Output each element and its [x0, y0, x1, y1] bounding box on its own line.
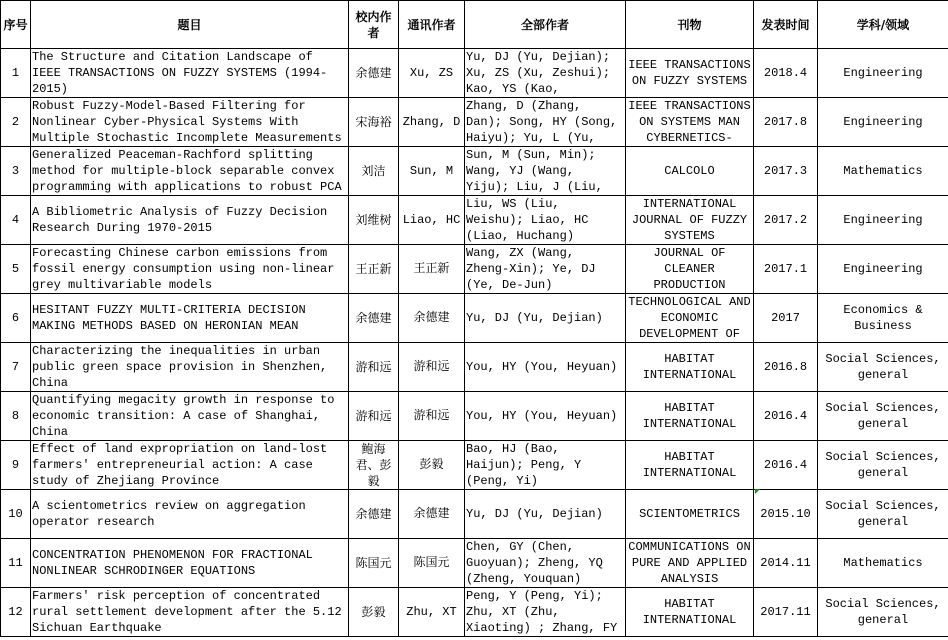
cell-internal-author-text: 彭毅: [361, 605, 386, 619]
cell-all-authors-text: Sun, M (Sun, Min); Wang, YJ (Wang, Yiju); Liu, J (Liu,: [466, 148, 603, 194]
cell-all-authors[interactable]: [465, 98, 626, 147]
cell-all-authors[interactable]: [465, 245, 626, 294]
cell-internal-author[interactable]: [349, 343, 399, 392]
table-row: [1, 196, 948, 245]
cell-corresponding-author-text: 游和远: [413, 360, 450, 374]
cell-internal-author[interactable]: [349, 196, 399, 245]
cell-no[interactable]: [1, 539, 31, 588]
cell-internal-author[interactable]: [349, 147, 399, 196]
cell-date[interactable]: [754, 196, 818, 245]
cell-all-authors[interactable]: [465, 343, 626, 392]
table-row: [1, 539, 948, 588]
cell-no-text: 7: [11, 360, 20, 374]
cell-journal[interactable]: [626, 49, 754, 98]
cell-corresponding-author[interactable]: [399, 98, 465, 147]
cell-no[interactable]: [1, 490, 31, 539]
header-no[interactable]: 序号: [1, 1, 31, 49]
cell-no-text: 10: [8, 507, 23, 521]
cell-all-authors-text: You, HY (You, Heyuan): [466, 409, 618, 423]
cell-no[interactable]: [1, 294, 31, 343]
cell-internal-author-text: 刘洁: [361, 164, 386, 178]
cell-journal[interactable]: [626, 196, 754, 245]
table-row: [1, 147, 948, 196]
cell-corresponding-author-text: Liao, HC: [402, 213, 461, 227]
cell-internal-author-text: 陈国元: [355, 556, 392, 570]
cell-field-text: Economics & Business: [843, 303, 923, 333]
cell-date-text: 2015.10: [760, 507, 811, 521]
cell-no[interactable]: [1, 588, 31, 637]
cell-title-text: CONCENTRATION PHENOMENON FOR FRACTIONAL NONLINEAR SCHRODINGER EQUATIONS: [32, 548, 313, 578]
cell-internal-author[interactable]: [349, 490, 399, 539]
cell-field-text: Social Sciences, general: [825, 450, 941, 480]
cell-internal-author-text: 余德建: [355, 66, 392, 80]
cell-field-text: Social Sciences, general: [825, 597, 941, 627]
cell-journal[interactable]: [626, 490, 754, 539]
cell-no[interactable]: [1, 441, 31, 490]
cell-all-authors[interactable]: [465, 49, 626, 98]
cell-corresponding-author[interactable]: [399, 245, 465, 294]
cell-date[interactable]: [754, 490, 818, 539]
cell-all-authors-text: Zhang, D (Zhang, Dan); Song, HY (Song, Haiyu); Yu, L (Yu,: [466, 99, 618, 145]
cell-title-text: Quantifying megacity growth in response to economic transition: A case of Shanghai, China: [32, 393, 335, 439]
cell-no-text: 6: [11, 311, 20, 325]
cell-field[interactable]: [818, 392, 948, 441]
cell-field-text: Social Sciences, general: [825, 352, 941, 382]
cell-date[interactable]: [754, 98, 818, 147]
header-internal-author[interactable]: 校内作者: [349, 1, 399, 49]
cell-title[interactable]: [31, 245, 349, 294]
cell-journal-text: HABITAT INTERNATIONAL: [642, 401, 737, 431]
cell-internal-author[interactable]: [349, 98, 399, 147]
cell-field[interactable]: [818, 441, 948, 490]
cell-all-authors[interactable]: [465, 147, 626, 196]
cell-title-text: A scientometrics review on aggregation operator research: [32, 499, 306, 529]
cell-all-authors[interactable]: [465, 392, 626, 441]
cell-corresponding-author-text: Zhang, D: [402, 115, 461, 129]
cell-field[interactable]: [818, 196, 948, 245]
cell-journal[interactable]: [626, 245, 754, 294]
cell-corresponding-author-text: 陈国元: [413, 556, 450, 570]
cell-no-text: 2: [11, 115, 20, 129]
cell-date-text: 2017.11: [760, 605, 811, 619]
cell-no[interactable]: [1, 196, 31, 245]
cell-internal-author-text: 余德建: [355, 311, 392, 325]
cell-all-authors-text: Bao, HJ (Bao, Haijun); Peng, Y (Peng, Yi): [466, 442, 582, 488]
cell-title-text: Farmers' risk perception of concentrated rural settlement development after the 5.12 Sichuan Earthquake: [32, 589, 342, 635]
cell-all-authors-text: Yu, DJ (Yu, Dejian): [466, 507, 603, 521]
header-row: [1, 1, 948, 49]
cell-title[interactable]: [31, 147, 349, 196]
cell-corresponding-author[interactable]: [399, 196, 465, 245]
table-row: [1, 343, 948, 392]
cell-title[interactable]: [31, 196, 349, 245]
cell-journal-text: HABITAT INTERNATIONAL: [642, 597, 737, 627]
cell-field[interactable]: [818, 245, 948, 294]
table-row: [1, 98, 948, 147]
cell-date[interactable]: [754, 392, 818, 441]
cell-corresponding-author-text: Xu, ZS: [409, 66, 454, 80]
cell-journal-text: JOURNAL OF CLEANER PRODUCTION: [653, 246, 726, 292]
cell-journal-text: SCIENTOMETRICS: [639, 507, 740, 521]
cell-internal-author-text: 刘维树: [355, 213, 392, 227]
cell-title-text: Effect of land expropriation on land-lost farmers' entrepreneurial action: A case study of Zhejiang Province: [32, 442, 328, 488]
table-row: [1, 490, 948, 539]
cell-journal[interactable]: [626, 539, 754, 588]
cell-title[interactable]: [31, 441, 349, 490]
cell-internal-author-text: 游和远: [355, 409, 392, 423]
cell-internal-author[interactable]: [349, 49, 399, 98]
cell-title[interactable]: [31, 392, 349, 441]
cell-corresponding-author-text: 彭毅: [419, 458, 444, 472]
cell-journal[interactable]: [626, 392, 754, 441]
cell-title-text: Robust Fuzzy-Model-Based Filtering for Nonlinear Cyber-Physical Systems With Multiple Stochastic Incomplete Measurements: [32, 99, 342, 145]
cell-all-authors[interactable]: [465, 196, 626, 245]
cell-all-authors-text: Yu, DJ (Yu, Dejian): [466, 311, 603, 325]
cell-corresponding-author[interactable]: [399, 490, 465, 539]
cell-internal-author[interactable]: [349, 588, 399, 637]
cell-corresponding-author[interactable]: [399, 49, 465, 98]
header-date[interactable]: 发表时间: [754, 1, 818, 49]
cell-title[interactable]: [31, 343, 349, 392]
cell-title[interactable]: [31, 539, 349, 588]
cell-field-text: Engineering: [843, 66, 923, 80]
header-field[interactable]: 学科/领域: [818, 1, 948, 49]
cell-field-text: Engineering: [843, 262, 923, 276]
cell-corresponding-author-text: Sun, M: [409, 164, 454, 178]
cell-field[interactable]: [818, 98, 948, 147]
header-title[interactable]: 题目: [31, 1, 349, 49]
cell-date[interactable]: [754, 147, 818, 196]
cell-field-text: Mathematics: [843, 164, 923, 178]
cell-no-text: 8: [11, 409, 20, 423]
cell-field-text: Social Sciences, general: [825, 401, 941, 431]
cell-all-authors[interactable]: [465, 539, 626, 588]
cell-no-text: 3: [11, 164, 20, 178]
cell-title-text: The Structure and Citation Landscape of IEEE TRANSACTIONS ON FUZZY SYSTEMS (1994-2015): [32, 50, 328, 96]
cell-title-text: Forecasting Chinese carbon emissions from fossil energy consumption using non-linear grey multivariable models: [32, 246, 335, 292]
cell-no-text: 9: [11, 458, 20, 472]
cell-all-authors[interactable]: [465, 441, 626, 490]
cell-no-text: 11: [8, 556, 23, 570]
cell-title-text: A Bibliometric Analysis of Fuzzy Decision Research During 1970-2015: [32, 205, 328, 235]
cell-corresponding-author-text: 游和远: [413, 409, 450, 423]
cell-title-text: HESITANT FUZZY MULTI-CRITERIA DECISION MAKING METHODS BASED ON HERONIAN MEAN: [32, 303, 306, 333]
cell-no[interactable]: [1, 147, 31, 196]
cell-field-text: Engineering: [843, 213, 923, 227]
cell-field[interactable]: [818, 294, 948, 343]
cell-date-text: 2016.8: [763, 360, 808, 374]
cell-title-text: Generalized Peaceman-Rachford splitting method for multiple-block separable convex programming with applications to robust PCA: [32, 148, 342, 194]
cell-all-authors-text: Wang, ZX (Wang, Zheng-Xin); Ye, DJ (Ye, De-Jun): [466, 246, 596, 292]
cell-corresponding-author[interactable]: [399, 294, 465, 343]
cell-date-text: 2017.2: [763, 213, 808, 227]
cell-internal-author-text: 游和远: [355, 360, 392, 374]
cell-date-text: 2016.4: [763, 409, 808, 423]
cell-field-text: Social Sciences, general: [825, 499, 941, 529]
cell-date[interactable]: [754, 343, 818, 392]
cell-corresponding-author-text: Zhu, XT: [406, 605, 457, 619]
cell-all-authors-text: Liu, WS (Liu, Weishu); Liao, HC (Liao, Huchang): [466, 197, 589, 243]
cell-journal[interactable]: [626, 294, 754, 343]
cell-corresponding-author[interactable]: [399, 343, 465, 392]
cell-field[interactable]: [818, 588, 948, 637]
cell-field[interactable]: [818, 147, 948, 196]
cell-all-authors-text: Chen, GY (Chen, Guoyuan); Zheng, YQ (Zheng, Youquan): [466, 540, 603, 586]
cell-date[interactable]: [754, 49, 818, 98]
cell-journal-text: HABITAT INTERNATIONAL: [642, 450, 737, 480]
cell-no[interactable]: [1, 245, 31, 294]
cell-corresponding-author-text: 余德建: [413, 311, 450, 325]
table-row: [1, 392, 948, 441]
cell-no-text: 12: [8, 605, 23, 619]
cell-no-text: 4: [11, 213, 20, 227]
cell-internal-author[interactable]: [349, 441, 399, 490]
cell-internal-author[interactable]: [349, 392, 399, 441]
cell-no[interactable]: [1, 392, 31, 441]
cell-date[interactable]: [754, 588, 818, 637]
table-row: [1, 294, 948, 343]
cell-title-text: Characterizing the inequalities in urban public green space provision in Shenzhen, China: [32, 344, 328, 390]
table-row: [1, 588, 948, 637]
cell-date-text: 2014.11: [760, 556, 811, 570]
cell-internal-author-text: 余德建: [355, 507, 392, 521]
cell-journal[interactable]: [626, 98, 754, 147]
cell-date-text: 2017.1: [763, 262, 808, 276]
header-journal[interactable]: 刊物: [626, 1, 754, 49]
cell-date[interactable]: [754, 294, 818, 343]
cell-no-text: 5: [11, 262, 20, 276]
cell-journal-text: INTERNATIONAL JOURNAL OF FUZZY SYSTEMS: [631, 197, 748, 243]
cell-journal-text: COMMUNICATIONS ON PURE AND APPLIED ANALYSIS: [628, 540, 751, 586]
cell-journal-text: TECHNOLOGICAL AND ECONOMIC DEVELOPMENT OF: [628, 295, 751, 341]
cell-corresponding-author[interactable]: [399, 392, 465, 441]
cell-corresponding-author-text: 余德建: [413, 507, 450, 521]
cell-corresponding-author-text: 王正新: [413, 262, 450, 276]
cell-field-text: Mathematics: [843, 556, 923, 570]
cell-journal[interactable]: [626, 588, 754, 637]
cell-field[interactable]: [818, 490, 948, 539]
cell-date[interactable]: [754, 245, 818, 294]
cell-journal[interactable]: [626, 441, 754, 490]
cell-corresponding-author[interactable]: [399, 147, 465, 196]
cell-all-authors[interactable]: [465, 588, 626, 637]
cell-journal-text: HABITAT INTERNATIONAL: [642, 352, 737, 382]
cell-date-text: 2016.4: [763, 458, 808, 472]
cell-title[interactable]: [31, 49, 349, 98]
cell-title[interactable]: [31, 294, 349, 343]
cell-journal-text: IEEE TRANSACTIONS ON SYSTEMS MAN CYBERNETICS-: [628, 99, 751, 145]
cell-journal-text: IEEE TRANSACTIONS ON FUZZY SYSTEMS: [628, 58, 751, 88]
cell-internal-author-text: 鲍海君、彭毅: [355, 442, 392, 488]
cell-field[interactable]: [818, 539, 948, 588]
cell-no[interactable]: [1, 343, 31, 392]
cell-all-authors[interactable]: [465, 294, 626, 343]
cell-no[interactable]: [1, 98, 31, 147]
cell-all-authors-text: Yu, DJ (Yu, Dejian); Xu, ZS (Xu, Zeshui); Kao, YS (Kao,: [466, 50, 611, 96]
cell-no-text: 1: [11, 66, 20, 80]
header-all-authors[interactable]: 全部作者: [465, 1, 626, 49]
cell-all-authors-text: Peng, Y (Peng, Yi); Zhu, XT (Zhu, Xiaoting) ; Zhang, FY: [466, 589, 618, 635]
cell-title[interactable]: [31, 588, 349, 637]
table-row: [1, 245, 948, 294]
cell-all-authors-text: You, HY (You, Heyuan): [466, 360, 618, 374]
cell-internal-author[interactable]: [349, 245, 399, 294]
cell-internal-author-text: 王正新: [355, 262, 392, 276]
cell-field-text: Engineering: [843, 115, 923, 129]
cell-internal-author[interactable]: [349, 539, 399, 588]
cell-internal-author[interactable]: [349, 294, 399, 343]
cell-date-text: 2018.4: [763, 66, 808, 80]
cell-journal-text: CALCOLO: [664, 164, 715, 178]
cell-date-text: 2017.3: [763, 164, 808, 178]
cell-title[interactable]: [31, 490, 349, 539]
cell-date[interactable]: [754, 441, 818, 490]
cell-no[interactable]: [1, 49, 31, 98]
cell-journal[interactable]: [626, 343, 754, 392]
cell-internal-author-text: 宋海裕: [355, 115, 392, 129]
cell-corresponding-author[interactable]: [399, 441, 465, 490]
cell-field[interactable]: [818, 49, 948, 98]
cell-all-authors[interactable]: [465, 490, 626, 539]
cell-corresponding-author[interactable]: [399, 588, 465, 637]
table-row: [1, 441, 948, 490]
cell-date-text: 2017.8: [763, 115, 808, 129]
cell-corresponding-author[interactable]: [399, 539, 465, 588]
cell-journal[interactable]: [626, 147, 754, 196]
table-row: [1, 49, 948, 98]
cell-field[interactable]: [818, 343, 948, 392]
header-corresponding-author[interactable]: 通讯作者: [399, 1, 465, 49]
cell-date[interactable]: [754, 539, 818, 588]
comment-indicator-icon[interactable]: [755, 489, 760, 494]
cell-date-text: 2017: [771, 311, 800, 325]
cell-title[interactable]: [31, 98, 349, 147]
